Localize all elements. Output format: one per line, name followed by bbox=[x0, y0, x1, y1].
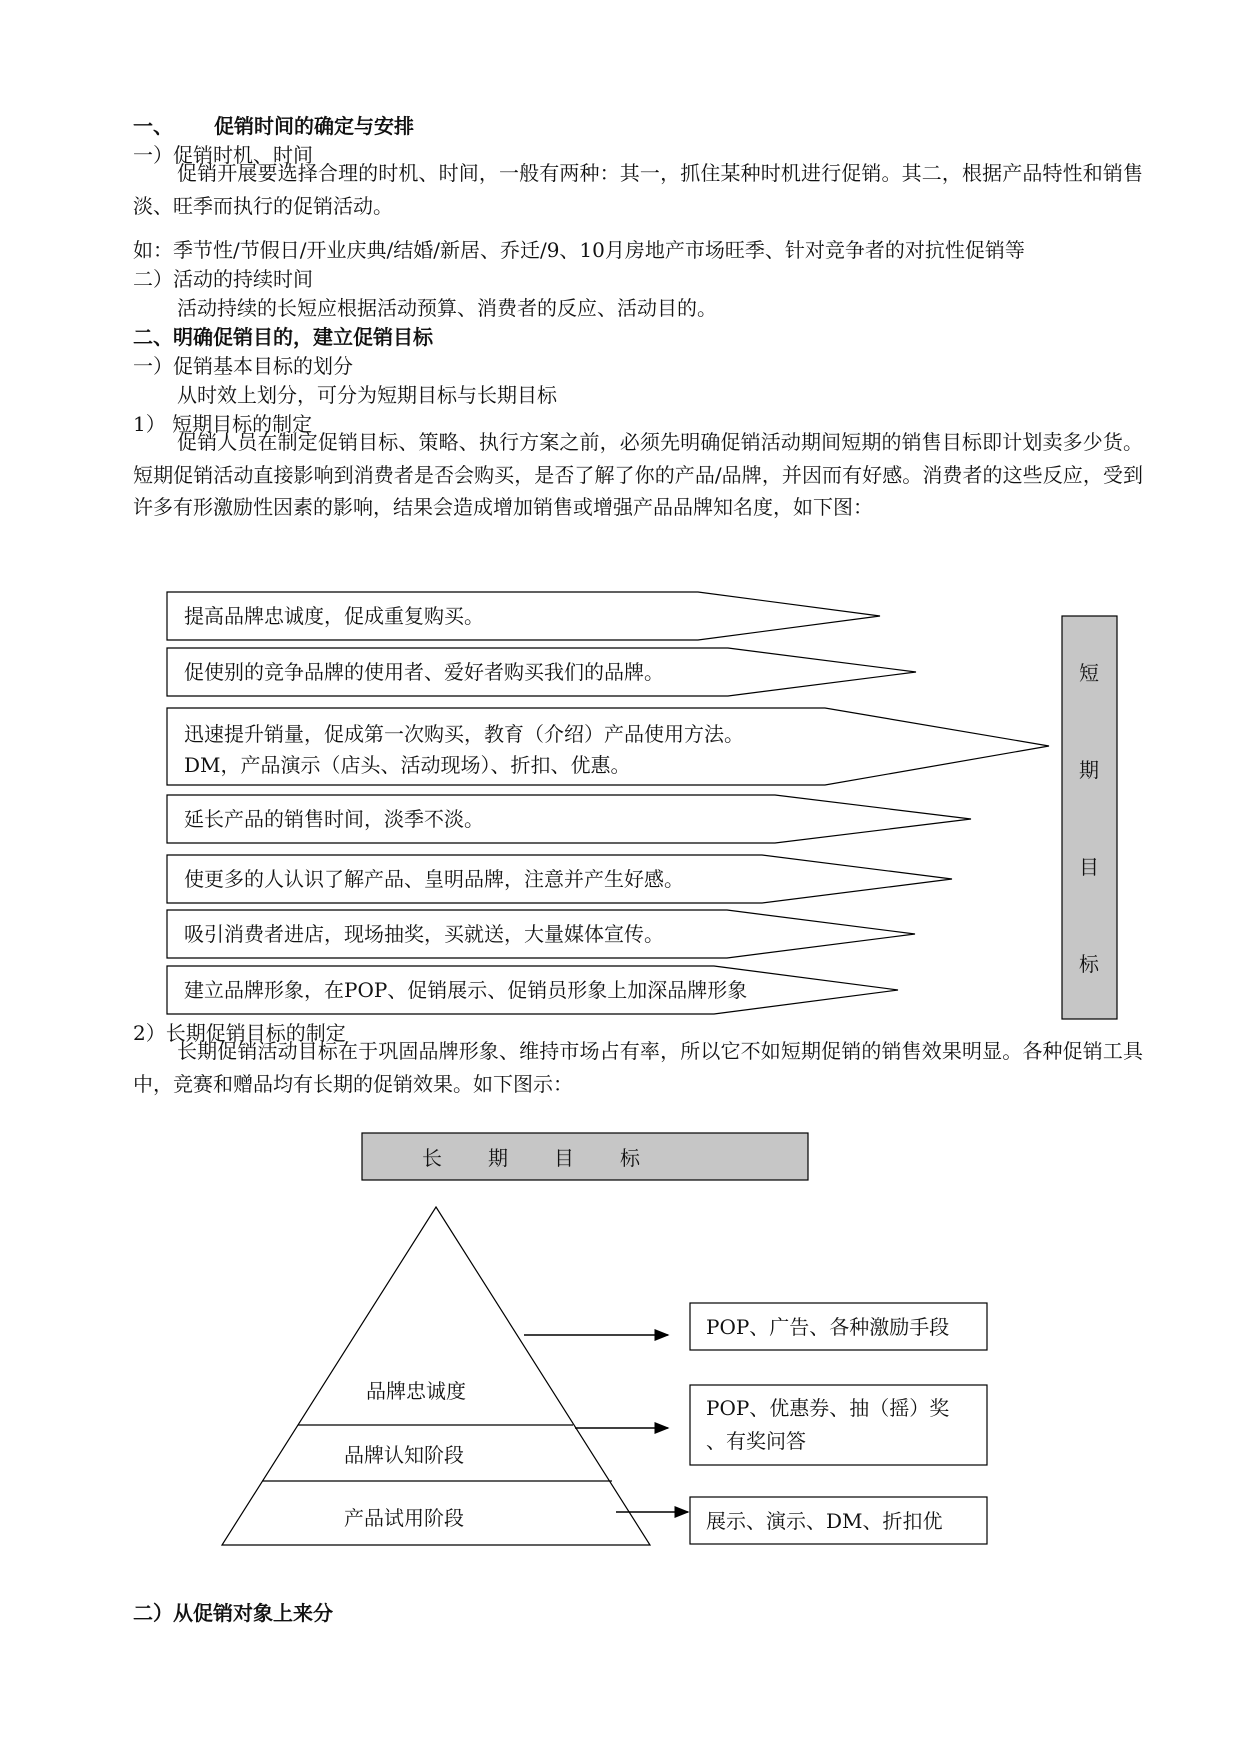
subheading-target: 二）从促销对象上来分 bbox=[133, 1601, 333, 1625]
long-term-header-char-1: 长 bbox=[422, 1146, 442, 1170]
subheading-timing: 一）促销时机、时间 bbox=[133, 143, 313, 167]
tool-box-3-text: 展示、演示、DM、折扣优 bbox=[706, 1509, 943, 1533]
short-term-label-char-2: 期 bbox=[1079, 758, 1099, 782]
pyramid-level-1: 品牌忠诚度 bbox=[366, 1379, 466, 1403]
section-heading-number: 一、 bbox=[133, 114, 173, 138]
paragraph-long-term: 长期促销活动目标在于巩固品牌形象、维持市场占有率，所以它不如短期促销的销售效果明显。各种促销工具中，竞赛和赠品均有长期的促销效果。如下图示： bbox=[133, 1039, 1143, 1096]
tool-box-1-text: POP、广告、各种激励手段 bbox=[706, 1315, 950, 1339]
goal-text-4: 延长产品的销售时间，淡季不淡。 bbox=[184, 807, 484, 831]
pyramid-level-2: 品牌认知阶段 bbox=[344, 1443, 464, 1467]
paragraph-timing: 促销开展要选择合理的时机、时间，一般有两种：其一，抓住某种时机进行促销。其二，根据产品特性和销售淡、旺季而执行的促销活动。 bbox=[133, 161, 1143, 218]
long-term-header-char-2: 期 bbox=[488, 1146, 508, 1170]
subheading-long-term: 2）长期促销目标的制定 bbox=[133, 1021, 346, 1045]
goal-text-3b: DM，产品演示（店头、活动现场）、折扣、优惠。 bbox=[184, 753, 631, 777]
goal-text-2: 促使别的竞争品牌的使用者、爱好者购买我们的品牌。 bbox=[184, 660, 664, 684]
subheading-duration: 二）活动的持续时间 bbox=[133, 267, 313, 291]
goal-text-5: 使更多的人认识了解产品、皇明品牌，注意并产生好感。 bbox=[184, 867, 684, 891]
goal-text-7: 建立品牌形象，在POP、促销展示、促销员形象上加深品牌形象 bbox=[184, 978, 748, 1002]
goal-text-1: 提高品牌忠诚度，促成重复购买。 bbox=[184, 604, 484, 628]
tool-box-2-text-b: 、有奖问答 bbox=[706, 1429, 806, 1453]
short-term-label-char-3: 目 bbox=[1079, 855, 1099, 879]
pyramid-level-3: 产品试用阶段 bbox=[344, 1506, 464, 1530]
goal-text-6: 吸引消费者进店，现场抽奖，买就送，大量媒体宣传。 bbox=[184, 922, 664, 946]
paragraph-duration: 活动持续的长短应根据活动预算、消费者的反应、活动目的。 bbox=[177, 296, 717, 320]
section-heading-text: 促销时间的确定与安排 bbox=[213, 114, 414, 138]
short-term-label-char-1: 短 bbox=[1079, 661, 1099, 685]
goal-text-3a: 迅速提升销量，促成第一次购买，教育（介绍）产品使用方法。 bbox=[184, 722, 744, 746]
paragraph-short-term: 促销人员在制定促销目标、策略、执行方案之前，必须先明确促销活动期间短期的销售目标即计划卖多少货。短期促销活动直接影响到消费者是否会购买，是否了解了你的产品/品牌，并因而有好感。消费者的这些反应，受到许多有形激励性因素的影响，结果会造成增加销售或增强产品品牌知名度，如下图： bbox=[133, 430, 1143, 519]
tool-box-2-text-a: POP、优惠券、抽（摇）奖 bbox=[706, 1396, 950, 1420]
subheading-short-term: 1） 短期目标的制定 bbox=[133, 412, 313, 436]
section-heading-2: 二、明确促销目的，建立促销目标 bbox=[133, 325, 433, 349]
example-line: 如：季节性/节假日/开业庆典/结婚/新居、乔迁/9、10月房地产市场旺季、针对竞争者的对抗性促销等 bbox=[133, 238, 1025, 262]
paragraph-division: 从时效上划分，可分为短期目标与长期目标 bbox=[177, 383, 557, 407]
short-term-label-char-4: 标 bbox=[1079, 952, 1099, 976]
pyramid bbox=[222, 1207, 650, 1545]
subheading-division: 一）促销基本目标的划分 bbox=[133, 354, 353, 378]
long-term-header-char-4: 标 bbox=[620, 1146, 640, 1170]
long-term-header-char-3: 目 bbox=[554, 1146, 574, 1170]
